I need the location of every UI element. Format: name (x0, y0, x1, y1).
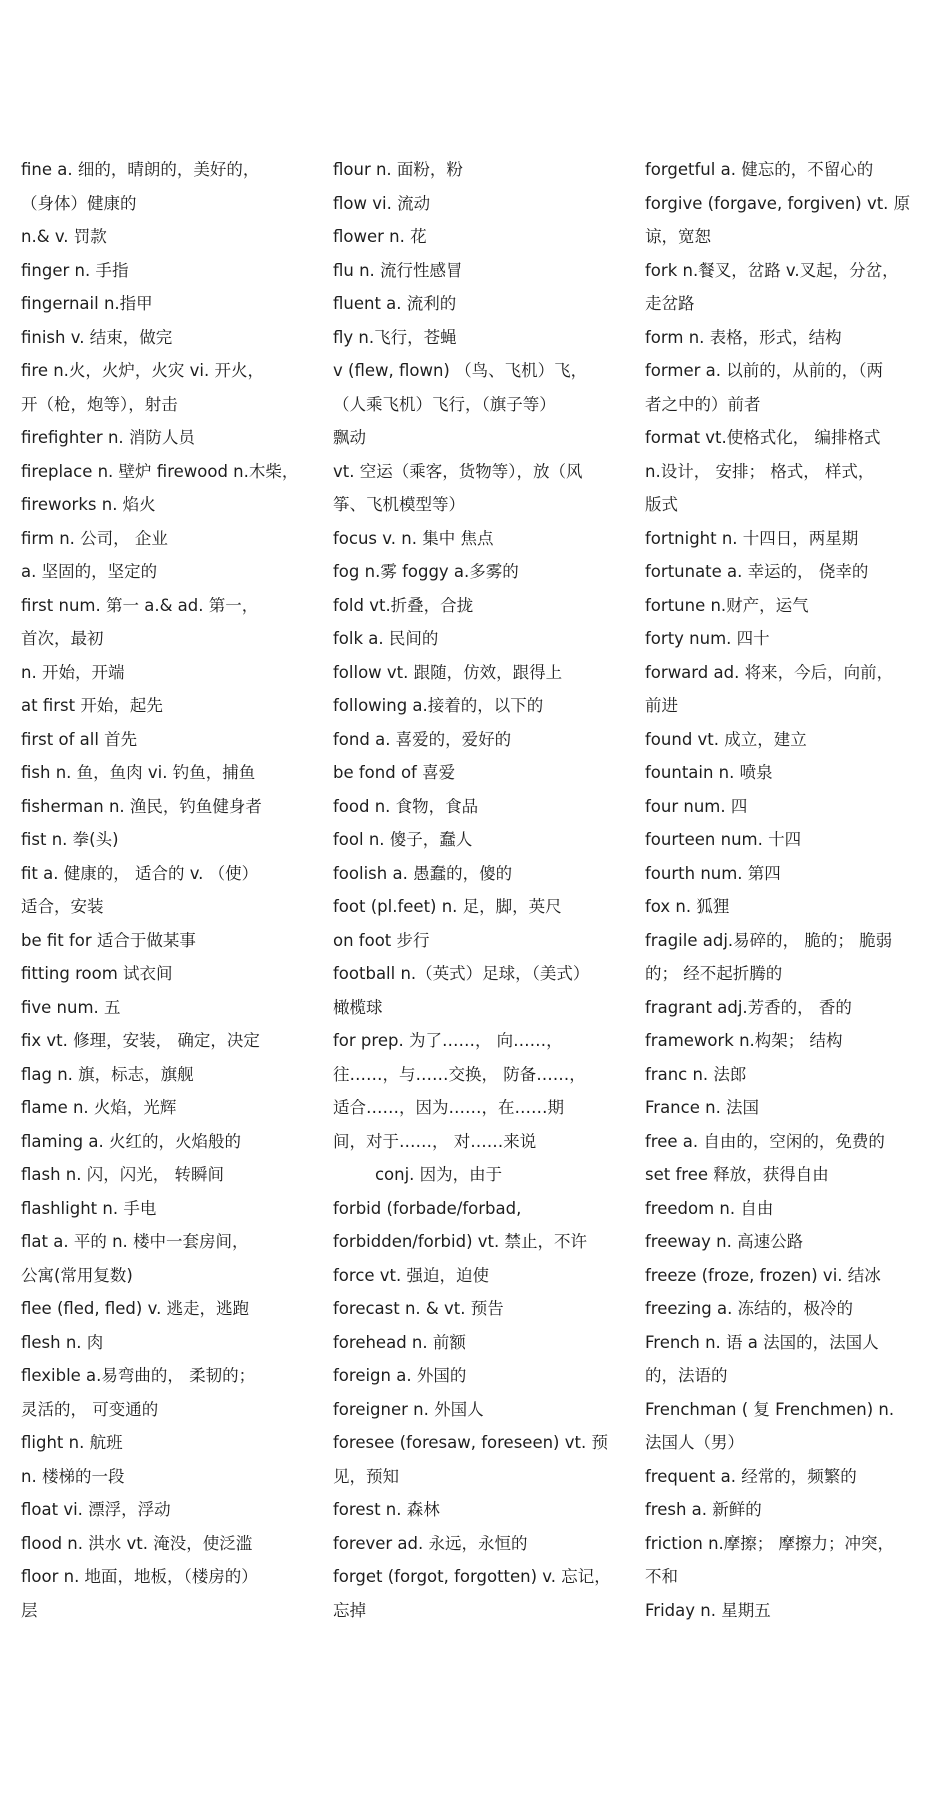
vocab-line: free a. 自由的，空闲的，免费的 (645, 1131, 885, 1151)
vocab-line: foreign a. 外国的 (333, 1366, 467, 1385)
vocab-line: be fond of 喜爱 (333, 763, 456, 782)
vocab-line: vt. 空运（乘客，货物等），放（风 (333, 461, 583, 481)
vocab-line: fortnight n. 十四日，两星期 (645, 528, 859, 548)
vocab-line: forever ad. 永远，永恒的 (333, 1533, 528, 1553)
vocab-line: food n. 食物，食品 (333, 796, 479, 816)
vocab-line: firm n. 公司， 企业 (21, 528, 168, 548)
vocab-line: （身体）健康的 (21, 193, 137, 213)
vocab-line: finish v. 结束，做完 (21, 327, 173, 347)
vocab-line: flag n. 旗，标志，旗舰 (21, 1064, 194, 1084)
vocab-line: n.& v. 罚款 (21, 227, 107, 246)
vocab-line: fragile adj.易碎的， 脆的； 脆弱 (645, 930, 893, 950)
vocab-line: conj. 因为，由于 (333, 1165, 503, 1184)
vocab-line: 谅，宽恕 (645, 227, 711, 246)
vocab-line: fine a. 细的，晴朗的，美好的， (21, 160, 260, 179)
vocab-line: flood n. 洪水 vt. 淹没，使泛滥 (21, 1533, 253, 1553)
vocab-line: flesh n. 肉 (21, 1332, 104, 1352)
vocab-line: 忘掉 (333, 1600, 366, 1620)
vocab-line: folk a. 民间的 (333, 629, 439, 648)
vocab-line: found vt. 成立，建立 (645, 729, 807, 749)
vocab-line: freeze (froze, frozen) vi. 结冰 (645, 1265, 881, 1285)
vocab-line: fourth num. 第四 (645, 863, 781, 883)
vocab-column-1 (21, 153, 303, 1627)
vocab-line: fingernail n.指甲 (21, 294, 153, 313)
vocab-line: for prep. 为了……， 向……， (333, 1031, 563, 1050)
vocab-line: fond a. 喜爱的，爱好的 (333, 729, 512, 749)
vocab-line: five num. 五 (21, 997, 121, 1017)
vocab-line: fish n. 鱼，鱼肉 vi. 钓鱼，捕鱼 (21, 763, 256, 782)
vocab-line: n.设计， 安排； 格式， 样式， (645, 461, 875, 481)
vocab-line: flame n. 火焰，光辉 (21, 1098, 177, 1117)
vocab-line: fireplace n. 壁炉 firewood n.木柴， (21, 461, 299, 481)
vocab-line: 筝、飞机模型等） (333, 495, 465, 514)
vocab-line: floor n. 地面，地板，（楼房的） (21, 1567, 258, 1586)
vocab-line: fresh a. 新鲜的 (645, 1500, 762, 1519)
vocab-line: 不和 (645, 1567, 678, 1586)
vocab-line: forbid (forbade/forbad, (333, 1198, 522, 1218)
vocab-line: be fit for 适合于做某事 (21, 930, 196, 950)
vocab-column-3 (645, 153, 917, 1627)
vocab-line: set free 释放，获得自由 (645, 1165, 829, 1184)
vocab-line: flash n. 闪，闪光， 转瞬间 (21, 1165, 224, 1184)
vocab-line: fox n. 狐狸 (645, 897, 730, 916)
vocab-line: 的，法语的 (645, 1366, 728, 1385)
vocab-line: fly n.飞行，苍蝇 (333, 327, 457, 347)
vocab-line: freeway n. 高速公路 (645, 1232, 804, 1251)
vocab-line: fisherman n. 渔民，钓鱼健身者 (21, 796, 262, 816)
vocab-line: fire n.火，火炉，火灾 vi. 开火， (21, 361, 264, 380)
vocab-line: friction n.摩擦； 摩擦力；冲突， (645, 1533, 895, 1553)
vocab-line: forecast n. & vt. 预告 (333, 1299, 504, 1318)
vocab-line: four num. 四 (645, 796, 748, 816)
vocab-line: 见，预知 (333, 1466, 399, 1486)
vocab-line: football n.（英式）足球，（美式） (333, 964, 590, 983)
vocab-line: 灵活的， 可变通的 (21, 1399, 159, 1419)
vocab-line: freezing a. 冻结的，极冷的 (645, 1299, 854, 1318)
vocab-line: flower n. 花 (333, 227, 427, 246)
vocab-line: n. 开始，开端 (21, 662, 125, 682)
vocab-line: 的； 经不起折腾的 (645, 964, 783, 983)
vocab-line: Frenchman ( 复 Frenchmen) n. (645, 1399, 895, 1419)
vocab-line: framework n.构架； 结构 (645, 1031, 843, 1050)
vocab-line: first of all 首先 (21, 729, 138, 749)
vocab-line: Friday n. 星期五 (645, 1600, 771, 1620)
vocab-line: n. 楼梯的一段 (21, 1466, 125, 1486)
vocab-line: fit a. 健康的， 适合的 v. （使） (21, 863, 259, 883)
vocab-line: v (flew, flown) （鸟、飞机）飞， (333, 361, 588, 380)
vocab-line: fragrant adj.芳香的， 香的 (645, 997, 852, 1017)
vocab-line: 版式 (645, 495, 678, 514)
vocab-line: flow vi. 流动 (333, 193, 431, 213)
vocab-line: French n. 语 a 法国的，法国人 (645, 1332, 879, 1352)
vocab-line: 公寓(常用复数) (21, 1265, 133, 1285)
vocab-column-2 (333, 153, 615, 1627)
vocab-line: fitting room 试衣间 (21, 964, 173, 983)
vocab-line: foreigner n. 外国人 (333, 1399, 484, 1419)
vocab-line: first num. 第一 a.& ad. 第一， (21, 595, 259, 615)
vocab-line: 飘动 (333, 428, 366, 447)
vocab-line: 首次，最初 (21, 629, 104, 648)
vocab-line: freedom n. 自由 (645, 1198, 774, 1218)
vocab-line: 橄榄球 (333, 997, 383, 1017)
vocab-line: fortunate a. 幸运的， 侥幸的 (645, 562, 869, 581)
vocab-line: foot (pl.feet) n. 足，脚，英尺 (333, 897, 562, 916)
vocab-line: flexible a.易弯曲的， 柔韧的； (21, 1366, 256, 1385)
vocab-line: fist n. 拳(头) (21, 830, 119, 849)
vocab-line: forward ad. 将来，今后，向前， (645, 662, 894, 682)
vocab-line: 开（枪，炮等），射击 (21, 394, 178, 414)
vocab-line: France n. 法国 (645, 1098, 760, 1117)
vocab-line: flight n. 航班 (21, 1433, 123, 1452)
vocab-line: foresee (foresaw, foreseen) vt. 预 (333, 1433, 608, 1452)
vocab-line: 走岔路 (645, 294, 695, 313)
vocab-line: format vt.使格式化， 编排格式 (645, 428, 881, 447)
vocab-line: force vt. 强迫，迫使 (333, 1265, 490, 1285)
vocab-line: firefighter n. 消防人员 (21, 428, 195, 447)
vocab-line: （人乘飞机）飞行，（旗子等） (333, 394, 556, 414)
vocab-line: franc n. 法郎 (645, 1064, 747, 1084)
vocab-line: at first 开始，起先 (21, 696, 163, 715)
vocab-line: focus v. n. 集中 焦点 (333, 528, 494, 548)
vocab-line: fix vt. 修理，安装， 确定，决定 (21, 1031, 260, 1050)
vocab-line: fool n. 傻子，蠢人 (333, 830, 473, 849)
vocab-line: a. 坚固的，坚定的 (21, 562, 158, 581)
vocab-line: forty num. 四十 (645, 629, 770, 648)
vocab-line: 法国人（男） (645, 1433, 744, 1452)
vocab-line: forgive (forgave, forgiven) vt. 原 (645, 193, 911, 213)
vocab-line: float vi. 漂浮，浮动 (21, 1500, 171, 1519)
vocab-line: fountain n. 喷泉 (645, 763, 773, 782)
vocab-line: fork n.餐叉，岔路 v.叉起，分岔， (645, 260, 899, 280)
vocab-line: fold vt.折叠，合拢 (333, 595, 474, 615)
vocab-line: follow vt. 跟随，仿效，跟得上 (333, 662, 563, 682)
vocab-line: forget (forgot, forgotten) v. 忘记， (333, 1567, 611, 1586)
vocab-line: flour n. 面粉，粉 (333, 160, 463, 179)
vocab-line: foolish a. 愚蠢的，傻的 (333, 863, 513, 883)
vocab-line: fluent a. 流利的 (333, 294, 457, 313)
vocab-line: on foot 步行 (333, 930, 430, 950)
vocab-line: former a. 以前的，从前的，（两 (645, 361, 884, 380)
vocab-line: fourteen num. 十四 (645, 830, 802, 849)
vocab-line: 者之中的）前者 (645, 394, 761, 414)
vocab-line: forehead n. 前额 (333, 1332, 466, 1352)
vocab-line: flu n. 流行性感冒 (333, 260, 463, 280)
vocab-line: following a.接着的，以下的 (333, 696, 544, 715)
vocab-line: frequent a. 经常的，频繁的 (645, 1466, 857, 1486)
vocab-line: fireworks n. 焰火 (21, 495, 156, 514)
vocab-line: fog n.雾 foggy a.多雾的 (333, 562, 519, 581)
vocab-line: finger n. 手指 (21, 260, 129, 280)
vocab-line: form n. 表格，形式，结构 (645, 327, 842, 347)
vocab-line: 间，对于……， 对……来说 (333, 1131, 537, 1151)
vocab-line: flee (fled, fled) v. 逃走，逃跑 (21, 1299, 250, 1318)
vocab-line: 适合……，因为……，在……期 (333, 1098, 564, 1117)
vocab-line: 层 (21, 1600, 38, 1620)
vocab-line: flashlight n. 手电 (21, 1198, 157, 1218)
vocab-line: 往……，与……交换， 防备……， (333, 1064, 586, 1084)
vocab-line: fortune n.财产，运气 (645, 595, 809, 615)
vocab-line: 适合，安装 (21, 897, 104, 916)
vocab-line: flaming a. 火红的，火焰般的 (21, 1131, 241, 1151)
vocab-line: forest n. 森林 (333, 1500, 440, 1519)
vocab-line: forbidden/forbid) vt. 禁止，不许 (333, 1232, 587, 1251)
vocab-line: flat a. 平的 n. 楼中一套房间， (21, 1232, 249, 1251)
vocab-line: forgetful a. 健忘的，不留心的 (645, 160, 874, 179)
vocab-line: 前进 (645, 696, 678, 715)
